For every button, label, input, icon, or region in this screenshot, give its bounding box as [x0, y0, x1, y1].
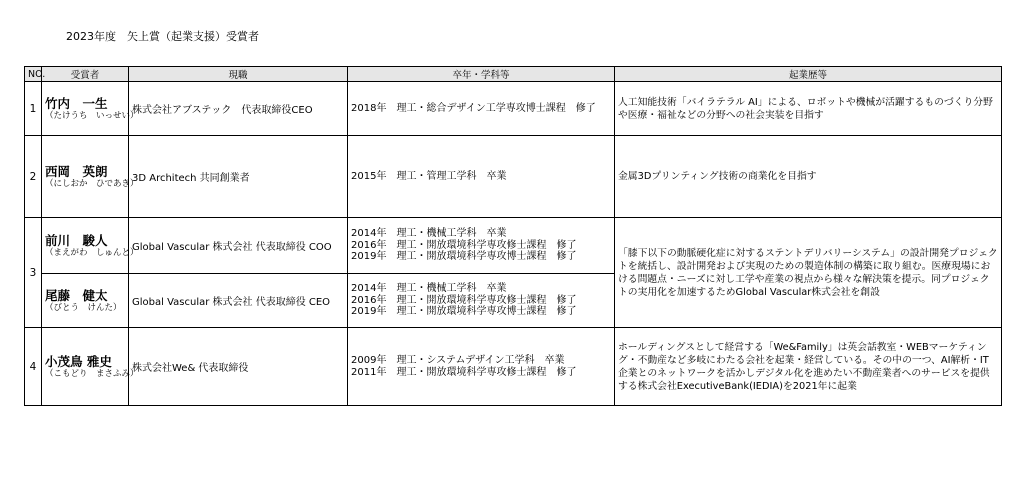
graduation-line: 2016年 理工・開放環境科学専攻修士課程 修了 — [351, 239, 577, 251]
history-cell: 金属3Dプリンティング技術の商業化を目指す — [615, 136, 1002, 218]
table-header-row — [25, 67, 1002, 82]
graduation-line: 2014年 理工・機械工学科 卒業 — [351, 228, 507, 240]
position-cell: Global Vascular 株式会社 代表取締役 CEO — [129, 274, 348, 328]
awardee-kana: （まえがわ しゅんと） — [45, 247, 139, 258]
position-cell: 株式会社アブステック 代表取締役CEO — [129, 82, 348, 136]
awardee-cell — [42, 218, 139, 274]
awardee-cell — [42, 136, 139, 218]
table-row — [25, 136, 1002, 218]
graduation-line: 2015年 理工・管理工学科 卒業 — [351, 170, 507, 182]
awardee-cell — [42, 328, 139, 406]
header-history: 起業歴等 — [615, 67, 1002, 82]
awardee-name: 小茂鳥 雅史 — [45, 353, 112, 369]
header-graduation: 卒年・学科等 — [348, 67, 615, 82]
position-cell: Global Vascular 株式会社 代表取締役 COO — [129, 218, 348, 274]
awardee-name: 竹内 一生 — [45, 95, 108, 111]
position-cell: 株式会社We& 代表取締役 — [129, 328, 348, 406]
row-number: 1 — [25, 82, 42, 136]
graduation-cell — [348, 218, 615, 274]
history-cell: 「膝下以下の動脈硬化症に対するステントデリバリーシステム」の設計開発プロジェクトを統括し、設計開発および実現のための製造体制の構築に取り組む。医療現場における問題点・ニーズに対し工学や産業の視点から様々な解決策を提示。同プロジェクトの実用化を加速するためGlobal Vascular株式会社を創設 — [615, 218, 1002, 328]
awardee-name: 前川 駿人 — [45, 232, 108, 248]
position-cell: 3D Architech 共同創業者 — [129, 136, 348, 218]
graduation-cell — [348, 136, 615, 218]
graduation-cell — [348, 82, 615, 136]
graduation-line: 2019年 理工・開放環境科学専攻博士課程 修了 — [351, 306, 577, 318]
awardee-table — [24, 66, 1002, 406]
row-number: 2 — [25, 136, 42, 218]
row-number: 3 — [25, 218, 42, 328]
awardee-kana: （にしおか ひであき） — [45, 178, 139, 189]
awardee-name: 尾藤 健太 — [45, 287, 108, 303]
graduation-line: 2019年 理工・開放環境科学専攻博士課程 修了 — [351, 251, 577, 263]
header-no: NO. — [25, 67, 42, 82]
awardee-name: 西岡 英朗 — [45, 163, 108, 179]
row-number: 4 — [25, 328, 42, 406]
graduation-cell — [348, 328, 615, 406]
awardee-kana: （こもどり まさふみ） — [45, 368, 139, 379]
awardee-cell — [42, 274, 129, 328]
history-cell: ホールディングスとして経営する「We&Family」は英会話教室・WEBマーケティング・不動産など多岐にわたる会社を起業・経営している。その中の一つ、AI解析・IT企業とのネットワークを活かしデジタル化を進めたい不動産業者へのサービスを提供する株式会社ExecutiveBank(IEDIA)を2021年に起業 — [615, 328, 1002, 406]
history-cell: 人工知能技術「バイラテラル AI」による、ロボットや機械が活躍するものづくり分野や医療・福祉などの分野への社会実装を目指す — [615, 82, 1002, 136]
awardee-kana: （びとう けんた） — [45, 302, 122, 313]
table-row — [25, 82, 1002, 136]
table-row — [25, 218, 1002, 274]
page-title: 2023年度 矢上賞（起業支援）受賞者 — [66, 30, 259, 43]
awardee-kana: （たけうち いっせい） — [45, 110, 139, 121]
graduation-cell — [348, 274, 615, 328]
graduation-line: 2014年 理工・機械工学科 卒業 — [351, 283, 507, 295]
graduation-line: 2016年 理工・開放環境科学専攻修士課程 修了 — [351, 294, 577, 306]
header-position: 現職 — [129, 67, 348, 82]
graduation-line: 2018年 理工・総合デザイン工学専攻博士課程 修了 — [351, 102, 596, 114]
graduation-line: 2011年 理工・開放環境科学専攻修士課程 修了 — [351, 366, 577, 378]
graduation-line: 2009年 理工・システムデザイン工学科 卒業 — [351, 355, 565, 366]
awardee-cell — [42, 82, 139, 136]
table-row — [25, 328, 1002, 406]
header-awardee: 受賞者 — [42, 67, 129, 82]
